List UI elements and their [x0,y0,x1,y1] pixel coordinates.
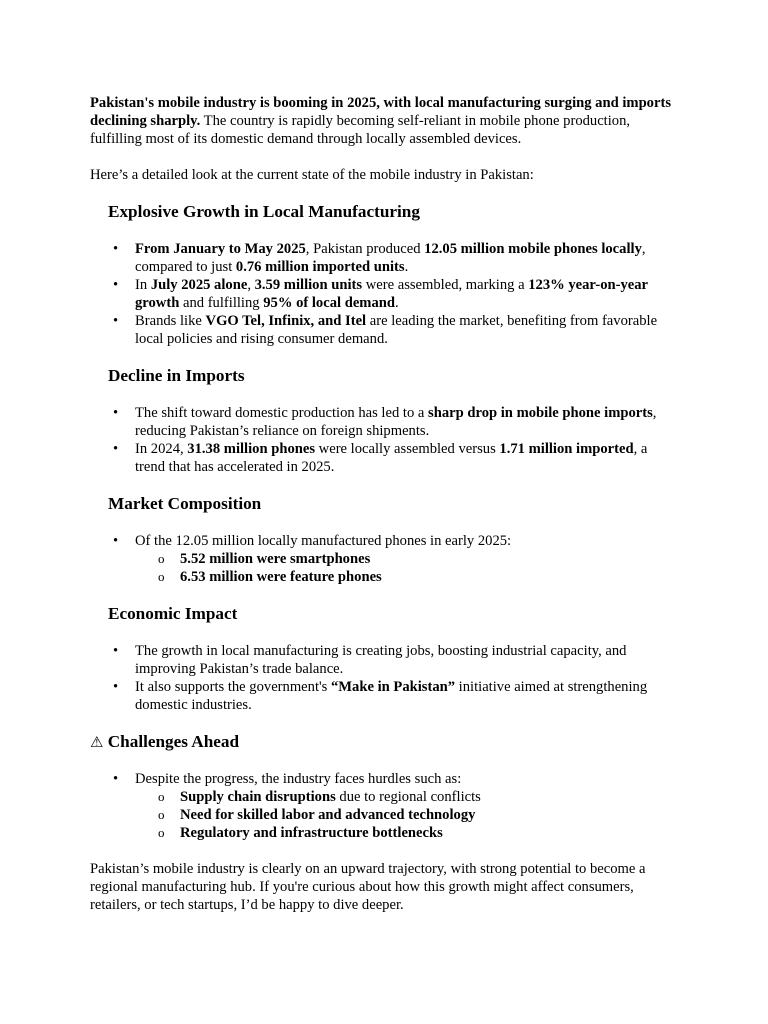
intro-paragraph [90,94,680,148]
bold-text: Regulatory and infrastructure bottlenecks [180,825,443,841]
list-item [90,440,680,476]
text: , Pakistan produced [305,241,425,257]
sub-list-item [135,550,680,568]
text: are leading the market, benefiting from favorable local policies and rising consumer demand. [135,313,658,347]
list-item [90,770,680,842]
bold-text: From January to May 2025 [135,241,306,257]
sub-list [135,788,680,842]
list-item [90,532,680,586]
text: due to regional conflicts [335,789,481,805]
bold-text: 12.05 million mobile phones locally [424,241,642,257]
sub-list-item [135,806,680,824]
text: . [394,295,399,311]
section-heading-challenges [90,732,680,752]
text: were locally assembled versus [315,441,500,457]
warning-icon: ⚠ [90,733,104,751]
challenges-title: Challenges Ahead [103,732,240,751]
text: The shift toward domestic production has led to a [135,405,429,421]
sub-list-item [135,824,680,842]
section-heading-imports: Decline in Imports [108,366,245,385]
text: In [135,277,151,293]
text: Brands like [135,313,206,329]
section-heading-economic: Economic Impact [108,604,238,623]
bold-text: VGO Tel, Infinix, and Itel [205,313,367,329]
growth-list [90,240,680,348]
text: Despite the progress, the industry faces hurdles such as: [135,771,462,787]
sub-list [135,550,680,586]
bold-text: 1.71 million imported [499,441,634,457]
bold-text: Supply chain disruptions [180,789,336,805]
bold-text: July 2025 alone [150,277,248,293]
bold-text: 3.59 million units [254,277,363,293]
list-item [90,678,680,714]
imports-list [90,404,680,476]
intro-bold: Pakistan's mobile industry is booming in 2025, with local manufacturing surging and imports declining sharply. [90,95,671,129]
bold-text: 0.76 million imported units [235,259,405,275]
text: . [404,259,409,275]
list-item [90,312,680,348]
bold-text: “Make in Pakistan” [330,679,456,695]
bold-text: 6.53 million were feature phones [180,569,382,585]
text: , reducing Pakistan’s reliance on foreign shipments. [135,405,657,439]
sub-list-item [135,568,680,586]
bold-text: Need for skilled labor and advanced technology [180,807,476,823]
lead-paragraph: Here’s a detailed look at the current state of the mobile industry in Pakistan: [90,167,534,183]
closing-paragraph: Pakistan’s mobile industry is clearly on an upward trajectory, with strong potential to become a regional manufacturing hub. If you're curious about how this growth might affect consumers, retailers, or tech startups, I’d be happy to dive deeper. [90,861,646,913]
text: and fulfilling [179,295,264,311]
section-heading-composition: Market Composition [108,494,262,513]
bold-text: sharp drop in mobile phone imports [428,405,653,421]
list-item [90,642,680,678]
section-heading-growth: Explosive Growth in Local Manufacturing [108,202,420,221]
text: , a trend that has accelerated in 2025. [135,441,648,475]
text: The growth in local manufacturing is creating jobs, boosting industrial capacity, and improving Pakistan’s trade balance. [135,643,627,677]
document-body [90,94,680,914]
list-item [90,404,680,440]
bold-text: 95% of local demand [263,295,395,311]
list-item [90,276,680,312]
bold-text: 123% year-on-year growth [135,277,648,311]
bold-text: 31.38 million phones [187,441,316,457]
challenges-list [90,770,680,842]
text: initiative aimed at strengthening domestic industries. [135,679,648,713]
text: Of the 12.05 million locally manufactured phones in early 2025: [135,533,512,549]
composition-list [90,532,680,586]
bold-text: 5.52 million were smartphones [180,551,371,567]
text: were assembled, marking a [362,277,529,293]
intro-rest: The country is rapidly becoming self-reliant in mobile phone production, fulfilling most of its domestic demand through locally assembled devices. [90,113,631,147]
text: It also supports the government's [135,679,331,695]
text: , compared to just [135,241,646,275]
text: In 2024, [135,441,188,457]
list-item [90,240,680,276]
economic-list [90,642,680,714]
text: , [247,277,255,293]
sub-list-item [135,788,680,806]
